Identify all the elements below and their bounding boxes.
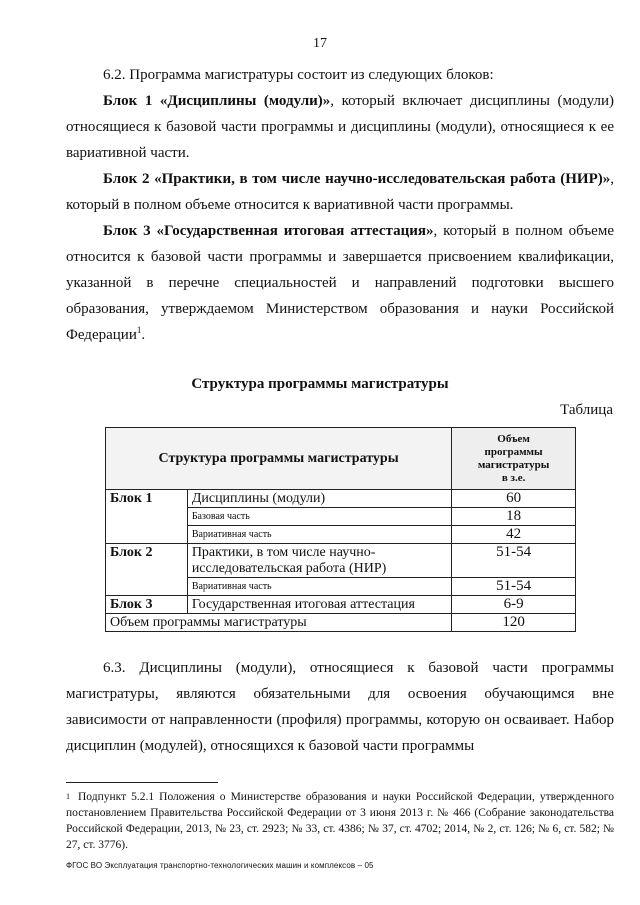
table-row (106, 596, 576, 614)
block2-label: Блок 2 (106, 544, 188, 596)
block2-title: Блок 2 «Практики, в том числе научно-исследовательская работа (НИР)» (103, 171, 611, 187)
total-value: 120 (452, 614, 576, 632)
total-label: Объем программы магистратуры (106, 614, 452, 632)
block1-name: Дисциплины (модули) (187, 490, 451, 508)
footnote-divider (66, 782, 218, 783)
block1-label: Блок 1 (106, 490, 188, 544)
section-intro: 6.2. Программа магистратуры состоит из следующих блоков: (103, 67, 494, 83)
table-row (106, 490, 576, 508)
block1-var-name: Вариативная часть (187, 526, 451, 544)
footnote (66, 789, 614, 853)
block2-value: 51-54 (452, 544, 576, 578)
header-volume (452, 428, 576, 490)
header-structure: Структура программы магистратуры (106, 428, 452, 490)
block1-value: 60 (452, 490, 576, 508)
block3-text: , который в полном объеме относится к базовой части программы и завершается присвоением квалификации, указанной в перечне специальностей и направлений подготовки высшего образования, утверждаемом Министерством образования и науки Российской Федерации (66, 223, 614, 343)
block3-end: . (141, 327, 146, 343)
header-volume-line: в з.е. (501, 471, 526, 484)
table-label: Таблица (560, 402, 613, 418)
block3-name: Государственная итоговая аттестация (187, 596, 451, 614)
table-title: Структура программы магистратуры (191, 376, 449, 392)
section-6-3-paragraph: 6.3. Дисциплины (модули), относящиеся к базовой части программы магистратуры, являются обязательными для освоения обучающимся вне зависимости от направленности (профиля) программы, которую он осваивает. Набор дисциплин (модулей), относящихся к базовой части программы (66, 660, 614, 754)
table-row (106, 614, 576, 632)
block1-paragraph (66, 88, 614, 166)
block1-var-value: 42 (452, 526, 576, 544)
block3-paragraph (66, 218, 614, 348)
program-structure-table (105, 427, 576, 632)
header-volume-line: магистратуры (477, 458, 550, 471)
footnote-mark: 1 (66, 792, 70, 801)
block2-paragraph (66, 166, 614, 218)
block2-var-name: Вариативная часть (187, 578, 451, 596)
header-volume-line: Объем (497, 432, 530, 445)
header-volume-line: программы (484, 445, 543, 458)
document-code: ФГОС ВО Эксплуатация транспортно-технологических машин и комплексов – 05 (66, 861, 374, 870)
page-number: 17 (313, 36, 327, 51)
block2-text: , который в полном объеме относится к вариативной части программы. (66, 171, 614, 213)
block2-var-value: 51-54 (452, 578, 576, 596)
block3-value: 6-9 (452, 596, 576, 614)
table-row (106, 544, 576, 578)
block3-label: Блок 3 (106, 596, 188, 614)
block1-title: Блок 1 «Дисциплины (модули)» (103, 93, 331, 109)
block2-name: Практики, в том числе научно-исследовательская работа (НИР) (187, 544, 451, 578)
block3-title: Блок 3 «Государственная итоговая аттестация» (103, 223, 434, 239)
block1-text: , который включает дисциплины (модули) относящиеся к базовой части программы и дисциплины (модули), относящиеся к ее вариативной части. (66, 93, 614, 161)
block1-base-value: 18 (452, 508, 576, 526)
block1-base-name: Базовая часть (187, 508, 451, 526)
table-header-row (106, 428, 576, 490)
footnote-ref[interactable]: 1 (136, 325, 142, 335)
footnote-text: Подпункт 5.2.1 Положения о Министерстве образования и науки Российской Федерации, утвержденного постановлением Правительства Российской Федерации от 3 июня 2013 г. № 466 (Собрание законодательства Российской Федерации, 2013, № 23, ст. 2923; № 33, ст. 4386; № 37, ст. 4702; 2014, № 2, ст. 126; № 6, ст. 582; № 27, ст. 3776). (66, 791, 614, 851)
